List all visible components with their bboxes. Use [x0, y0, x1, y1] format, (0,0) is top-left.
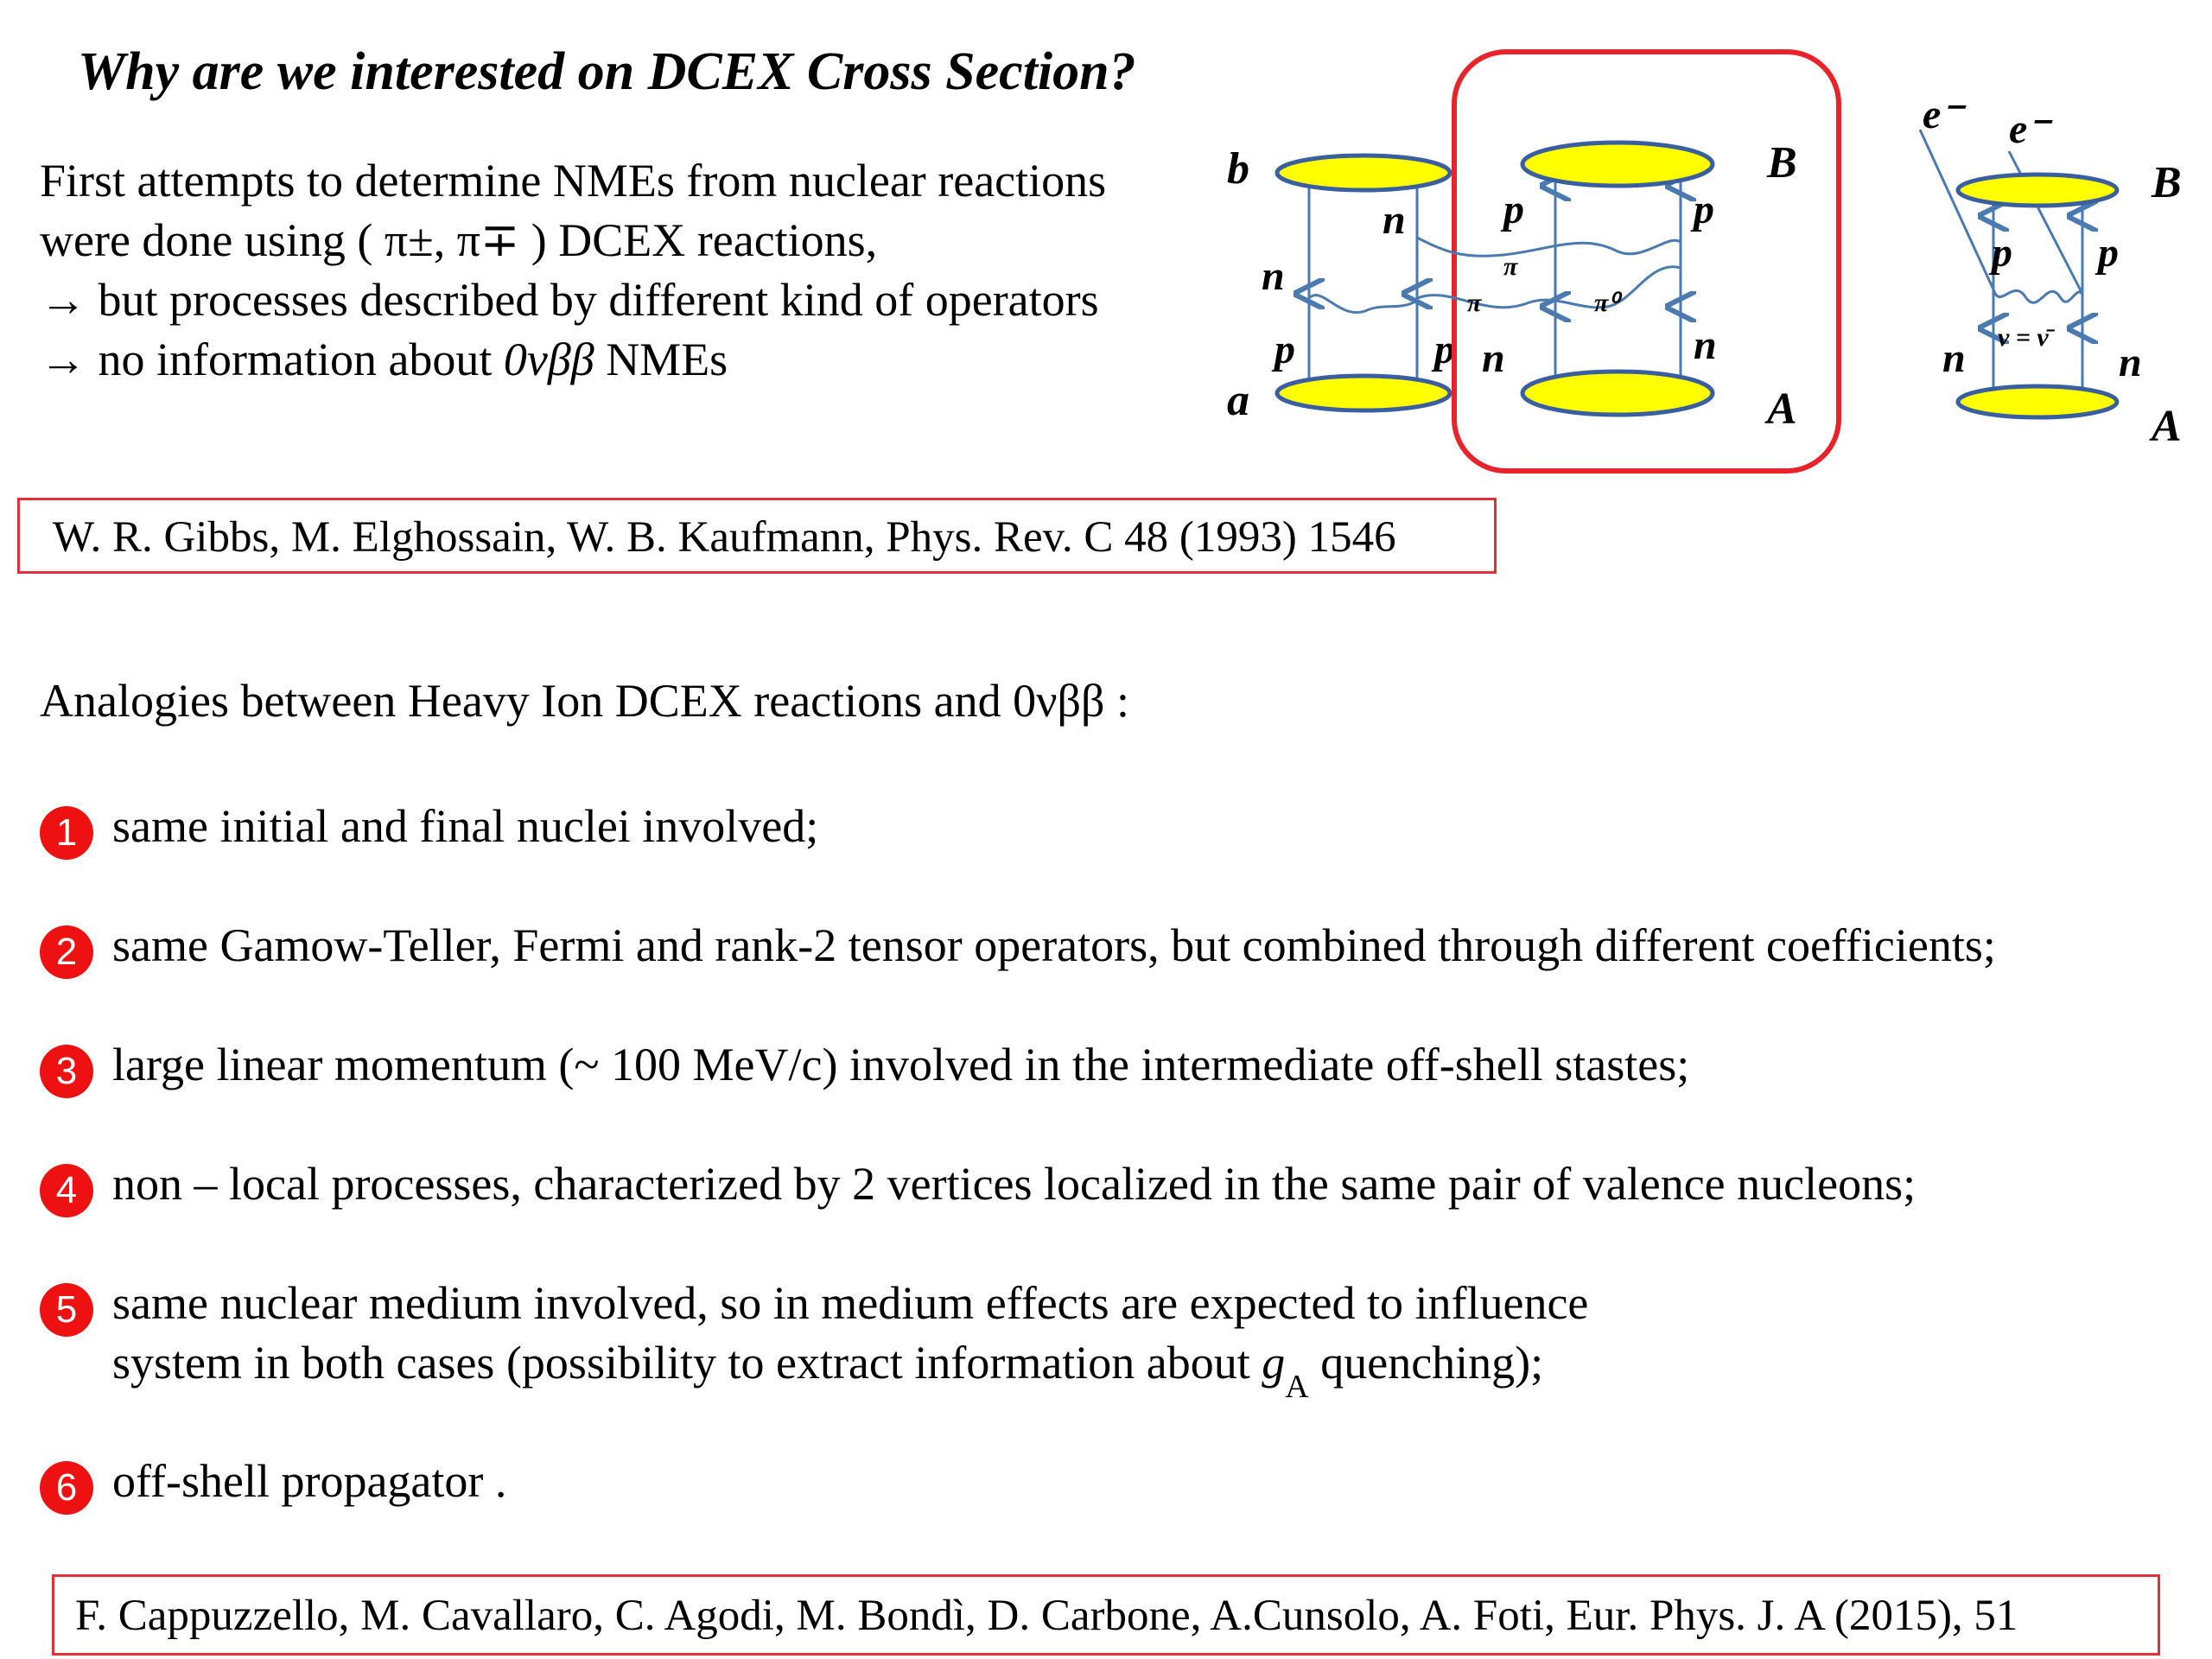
intro-line-4-pre: → no information about — [40, 334, 504, 385]
nucleus-A-right — [1958, 386, 2117, 417]
g-a-subscript: A — [1285, 1369, 1309, 1405]
neutrino-wavy — [1993, 289, 2082, 302]
label-nu: ν = ν̄ — [1998, 323, 2049, 352]
item-number-badge: 1 — [40, 806, 93, 860]
label-n-right-right: n — [2119, 340, 2142, 385]
intro-line-4-italic: 0νββ — [503, 334, 594, 385]
intro-line-4-post: NMEs — [594, 334, 728, 385]
reference-1-text: W. R. Gibbs, M. Elghossain, W. B. Kaufmann, Phys. Rev. C 48 (1993) 1546 — [53, 513, 1396, 562]
item-5-line-2-pre: system in both cases (possibility to extract information about — [112, 1337, 1262, 1389]
item-text: off-shell propagator . — [112, 1455, 507, 1507]
electron-line-1 — [1920, 130, 1993, 289]
nucleus-B-middle — [1522, 143, 1713, 186]
label-pi-upper: π — [1503, 252, 1518, 281]
label-a: a — [1227, 376, 1249, 425]
g-a-symbol: g — [1262, 1337, 1286, 1389]
item-number-badge: 2 — [40, 925, 93, 979]
label-n-right-left: n — [1942, 335, 1966, 381]
label-electron-2: e⁻ — [2009, 106, 2050, 152]
item-5-line-2-post: quenching); — [1308, 1337, 1544, 1389]
label-pi0: π⁰ — [1594, 289, 1619, 317]
item-number-badge: 4 — [40, 1164, 93, 1217]
item-number-badge: 3 — [40, 1045, 93, 1098]
intro-line-2: were done using ( π±, π∓ ) DCEX reactions, — [40, 214, 878, 266]
nucleus-a — [1277, 376, 1450, 410]
label-b: b — [1227, 144, 1249, 194]
analogies-heading: Analogies between Heavy Ion DCEX reactions and 0νββ : — [40, 675, 1130, 727]
label-p-middle-left: p — [1503, 187, 1524, 232]
intro-line-1: First attempts to determine NMEs from nuclear reactions — [40, 155, 1107, 207]
item-number-badge: 6 — [40, 1461, 93, 1515]
item-number-badge: 5 — [40, 1283, 93, 1337]
middle-diagram — [1417, 52, 1839, 471]
label-A-middle: A — [1767, 385, 1797, 434]
label-n-left: n — [1262, 253, 1285, 299]
nucleus-B-right — [1958, 175, 2117, 206]
label-n-top: n — [1382, 197, 1406, 243]
item-text: same Gamow-Teller, Fermi and rank-2 tensor operators, but combined through different coefficients; — [112, 919, 1996, 971]
item-text: same initial and final nuclei involved; — [112, 800, 819, 852]
page-title: Why are we interested on DCEX Cross Section? — [78, 42, 1136, 101]
label-n-middle-right: n — [1694, 322, 1717, 368]
item-text: non – local processes, characterized by 2 vertices localized in the same pair of valence nucleons; — [112, 1158, 1916, 1210]
reference-2-text: F. Cappuzzello, M. Cavallaro, C. Agodi, M. Bondì, D. Carbone, A.Cunsolo, A. Foti, Eur. Phys. J. A (2015), 51 — [75, 1592, 2018, 1640]
item-text: same nuclear medium involved, so in medium effects are expected to influence — [112, 1277, 1589, 1329]
left-pion-wavy — [1309, 296, 1417, 313]
label-pi-lower: π — [1467, 289, 1482, 317]
label-p-right: p — [1434, 327, 1455, 372]
label-B-right: B — [2152, 158, 2182, 207]
item-text: large linear momentum (~ 100 MeV/c) involved in the intermediate off-shell stastes; — [112, 1039, 1690, 1090]
nucleus-A-middle — [1522, 372, 1713, 415]
right-diagram — [1920, 92, 2182, 451]
left-diagram — [1227, 144, 1455, 425]
label-B-middle: B — [1767, 138, 1797, 188]
label-p-left: p — [1274, 327, 1295, 372]
label-electron-1: e⁻ — [1923, 92, 1963, 137]
nucleus-b — [1277, 156, 1450, 190]
label-n-middle-left: n — [1482, 335, 1505, 381]
intro-line-3: → but processes described by different kind of operators — [40, 274, 1099, 326]
label-A-right: A — [2152, 402, 2182, 451]
label-p-right-right: p — [2098, 230, 2119, 276]
label-p-right-left: p — [1992, 230, 2012, 276]
label-p-middle-right: p — [1694, 187, 1714, 232]
